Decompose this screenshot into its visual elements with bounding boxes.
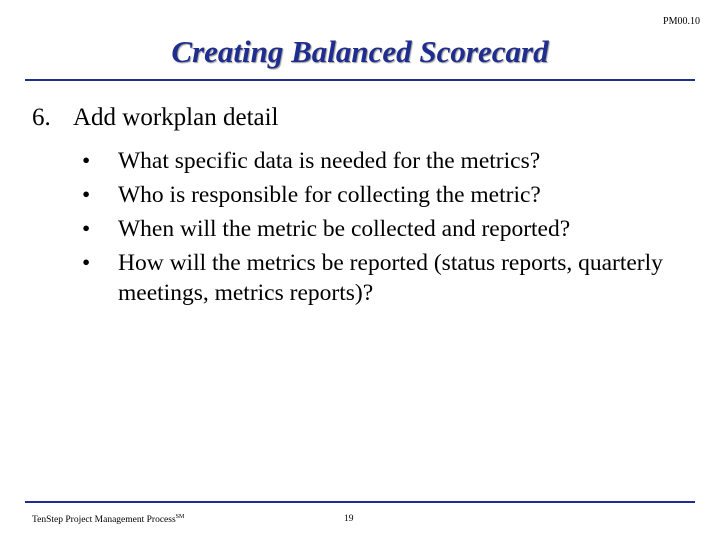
page-number: 19: [344, 514, 354, 524]
bullet-icon: •: [82, 182, 91, 208]
bullet-text: How will the metrics be reported (status reports, quarterly meetings, metrics reports)?: [118, 250, 663, 306]
bullet-icon: •: [82, 216, 91, 242]
slide-title: Creating Balanced Scorecard: [171, 34, 549, 69]
bullet-icon: •: [82, 250, 91, 276]
footer-divider: [25, 501, 695, 503]
bullet-text: What specific data is needed for the metrics?: [118, 148, 541, 174]
service-mark: SM: [175, 514, 185, 520]
bullet-text: Who is responsible for collecting the metric?: [118, 182, 541, 208]
section-heading: [32, 104, 279, 132]
title-divider: [25, 79, 695, 81]
bullet-item: [82, 180, 702, 210]
bullet-icon: •: [82, 148, 91, 174]
bullet-item: [82, 214, 702, 244]
footer-brand-text: TenStep Project Management Process: [32, 515, 176, 526]
bullet-item: [82, 146, 702, 176]
section-number: 6.: [32, 104, 51, 131]
slide-id: PM00.10: [663, 16, 700, 27]
bullet-text: When will the metric be collected and reported?: [118, 216, 571, 242]
footer-brand: [32, 514, 184, 525]
bullet-list: [82, 146, 702, 312]
section-heading-text: Add workplan detail: [73, 104, 279, 131]
bullet-item: [82, 248, 702, 308]
